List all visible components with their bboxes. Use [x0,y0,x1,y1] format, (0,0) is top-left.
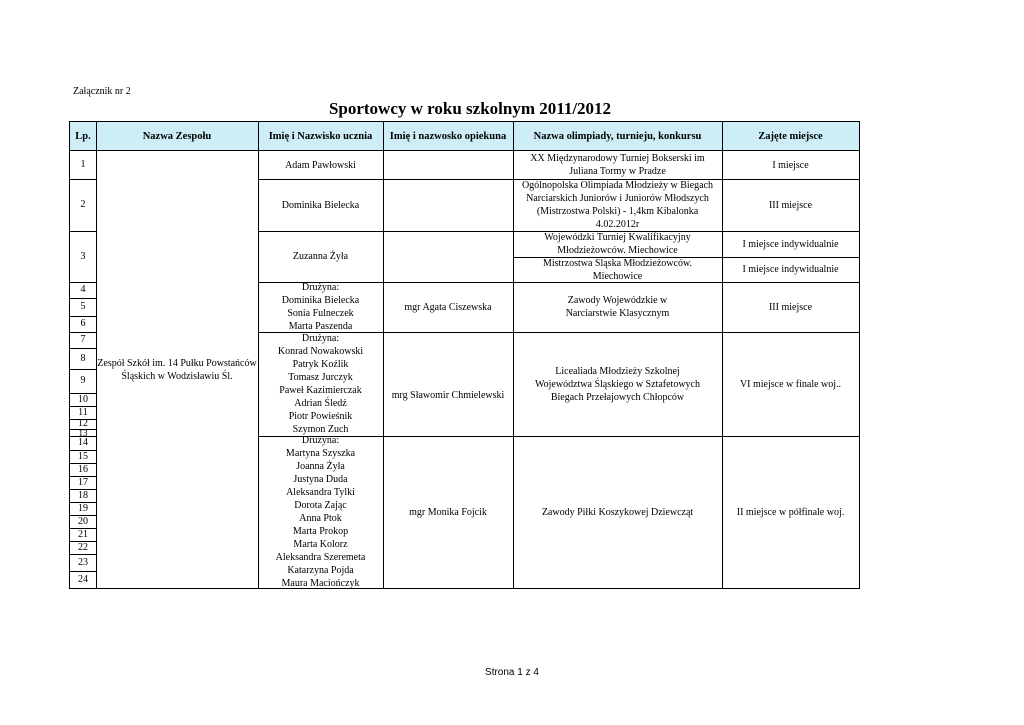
lp-number: 10 [78,393,88,405]
event-name: Zawody Wojewódzkie w Narciarstwie Klasycznym [565,295,670,319]
header-teacher: Imię i nazwosko opiekuna [383,122,513,151]
event-name: Licealiada Młodzieży Szkolnej Województwa Śląskiego w Sztafetowych Biegach Przełajowych Chłopców [535,365,700,403]
sports-table [69,121,860,589]
page-number: Strona 1 z 4 [485,667,539,678]
event-name: Mistrzostwa Śląska Młodzieżowców. Miechowice [542,257,693,282]
header-lp: Lp. [70,122,96,151]
team-member: Justyna Duda [293,474,348,485]
team-member: Dominika Bielecka [281,295,360,306]
team-member: Joanna Żyła [296,461,345,472]
event-name: XX Międzynarodowy Turniej Bokserski im Juliana Tormy w Pradze [530,153,705,177]
lp-number: 5 [80,301,86,312]
team-member: Aleksandra Tylki [286,487,355,498]
student-name: Dominika Bielecka [281,199,360,211]
teacher-name: mgr Agata Ciszewska [404,301,492,313]
lp-number: 1 [80,159,86,170]
lp-number: 6 [80,318,86,329]
event-name: Ogólnopolska Olimpiada Młodzieży w Biegach Narciarskich Juniorów i Juniorów Młodszych (Mistrzostwa Polski) - 1,4km Kibalonka 4.02.2012r [521,180,714,230]
lp-number: 9 [80,375,86,386]
lp-number: 15 [78,450,88,462]
team-member: Aleksandra Szeremeta [275,552,366,563]
lp-number: 19 [78,502,88,514]
lp-number: 20 [78,515,88,527]
lp-number: 8 [80,352,86,364]
place-result: I miejsce indywidualnie [742,264,839,275]
header-place: Zajęte miejsce [722,122,859,151]
lp-number: 2 [80,199,86,210]
lp-number: 24 [78,573,88,585]
place-result: II miejsce w półfinale woj. [736,506,845,518]
lp-number: 7 [80,334,86,345]
team-member: Marta Paszenda [288,321,353,332]
team-member: Dorota Zając [294,500,347,511]
team-member: Patryk Koźlik [292,359,349,370]
lp-number: 4 [80,284,86,295]
place-result: I miejsce [772,159,809,171]
lp-number: 14 [78,437,88,448]
teacher-name: mgr Monika Fojcik [409,506,487,518]
team-member: Marta Prokop [292,526,349,537]
team-member: Drużyna: [301,282,340,293]
team-member: Piotr Powieśnik [288,411,353,422]
team-member: Paweł Kazimierczak [279,385,362,396]
team-members [258,282,383,332]
team-member: Drużyna: [301,333,340,344]
lp-number: 23 [78,556,88,568]
header-school: Nazwa Zespołu [96,122,258,151]
lp-number: 18 [78,489,88,501]
place-result: I miejsce indywidualnie [742,238,839,250]
team-member: Szymon Zuch [292,424,349,435]
lp-number: 16 [78,463,88,475]
team-member: Sonia Fulneczek [287,308,354,319]
place-result: III miejsce [768,301,813,313]
lp-number: 22 [78,541,88,553]
team-member: Anna Ptok [299,513,342,524]
team-member: Katarzyna Pojda [287,565,354,576]
team-member: Tomasz Jurczyk [288,372,353,383]
page-title: Sportowcy w roku szkolnym 2011/2012 [328,99,612,118]
lp-number: 13 [78,427,88,438]
lp-number: 21 [78,528,88,540]
lp-number: 12 [78,418,88,429]
lp-number: 17 [78,476,88,488]
student-name: Zuzanna Żyła [292,251,349,262]
header-event: Nazwa olimpiady, turnieju, konkursu [513,122,722,151]
lp-number: 11 [78,406,88,418]
team-member: Drużyna: [301,436,340,446]
team-members [258,332,383,436]
team-member: Adrian Śledź [294,398,347,409]
team-members [258,436,383,588]
teacher-name: mrg Sławomir Chmielewski [391,389,505,401]
place-result: VI miejsce w finale woj.. [739,378,842,390]
event-name: Zawody Piłki Koszykowej Dziewcząt [541,506,694,518]
team-member: Maura Maciończyk [281,578,360,588]
place-result: III miejsce [768,199,813,211]
student-name: Adam Pawłowski [285,159,356,171]
school-name: Zespół Szkół im. 14 Pułku Powstańców Śląskich w Wodzisławiu Śl. [97,357,257,382]
annex-label: Załącznik nr 2 [73,86,131,97]
team-member: Marta Kolorz [293,539,348,550]
header-student: Imię i Nazwisko ucznia [258,122,383,151]
team-member: Konrad Nowakowski [277,346,364,357]
lp-number: 3 [80,250,86,262]
team-member: Martyna Szyszka [285,448,356,459]
event-name: Wojewódzki Turniej Kwalifikacyjny Młodzieżowców. Miechowice [544,232,691,256]
